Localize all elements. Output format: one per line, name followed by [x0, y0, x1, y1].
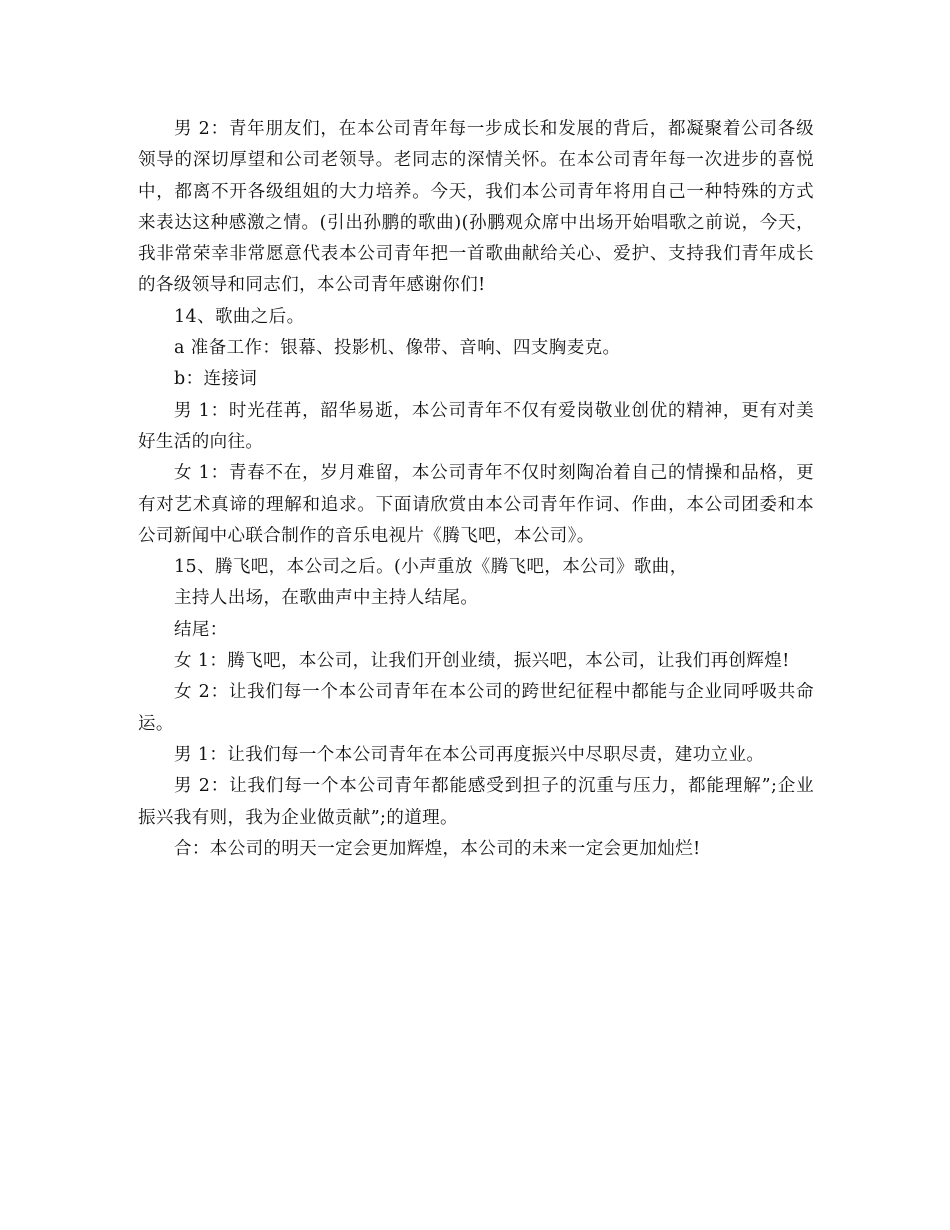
paragraph-host-entrance: 主持人出场，在歌曲声中主持人结尾。 — [174, 588, 479, 609]
paragraph-male2-ending: 男 2：让我们每一个本公司青年都能感受到担子的沉重与压力，都能理解”;企业振兴我有则，我为企业做贡献”;的道理。 — [138, 776, 814, 828]
paragraph-female1-speech: 女 1：青春不在，岁月难留，本公司青年不仅时刻陶冶着自己的情操和品格，更有对艺术真谛的理解和追求。下面请欣赏由本公司青年作词、作曲，本公司团委和本公司新闻中心联合制作的音乐电视片《腾飞吧，本公司》。 — [138, 463, 814, 546]
paragraph-item-15: 15、腾飞吧，本公司之后。(小声重放《腾飞吧，本公司》歌曲， — [174, 557, 688, 578]
paragraph-preparation: a 准备工作：银幕、投影机、像带、音响、四支胸麦克。 — [174, 338, 621, 359]
paragraph-male1-speech: 男 1：时光荏苒，韶华易逝，本公司青年不仅有爱岗敬业创优的精神，更有对美好生活的向往。 — [138, 400, 814, 452]
paragraph-chorus-ending: 合：本公司的明天一定会更加辉煌，本公司的未来一定会更加灿烂! — [174, 838, 701, 859]
paragraph-transition-words: b：连接词 — [174, 369, 258, 390]
document-body — [138, 114, 814, 865]
paragraph-female2-ending: 女 2：让我们每一个本公司青年在本公司的跨世纪征程中都能与企业同呼吸共命运。 — [138, 682, 814, 734]
paragraph-female1-ending: 女 1：腾飞吧，本公司，让我们开创业绩，振兴吧，本公司，让我们再创辉煌! — [174, 651, 790, 672]
paragraph-item-14: 14、歌曲之后。 — [174, 306, 305, 327]
paragraph-male1-ending: 男 1：让我们每一个本公司青年在本公司再度振兴中尽职尽责，建功立业。 — [174, 744, 765, 765]
paragraph-male2-speech: 男 2：青年朋友们，在本公司青年每一步成长和发展的背后，都凝聚着公司各级领导的深切厚望和公司老领导。老同志的深情关怀。在本公司青年每一次进步的喜悦中，都离不开各级组姐的大力培养。今天，我们本公司青年将用自己一种特殊的方式来表达这种感激之情。(引出孙鹏的歌曲)(孙鹏观众席中出场开始唱歌之前说，今天，我非常荣幸非常愿意代表本公司青年把一首歌曲献给关心、爱护、支持我们青年成长的各级领导和同志们，本公司青年感谢你们! — [138, 119, 814, 296]
paragraph-ending-heading: 结尾： — [174, 619, 228, 640]
